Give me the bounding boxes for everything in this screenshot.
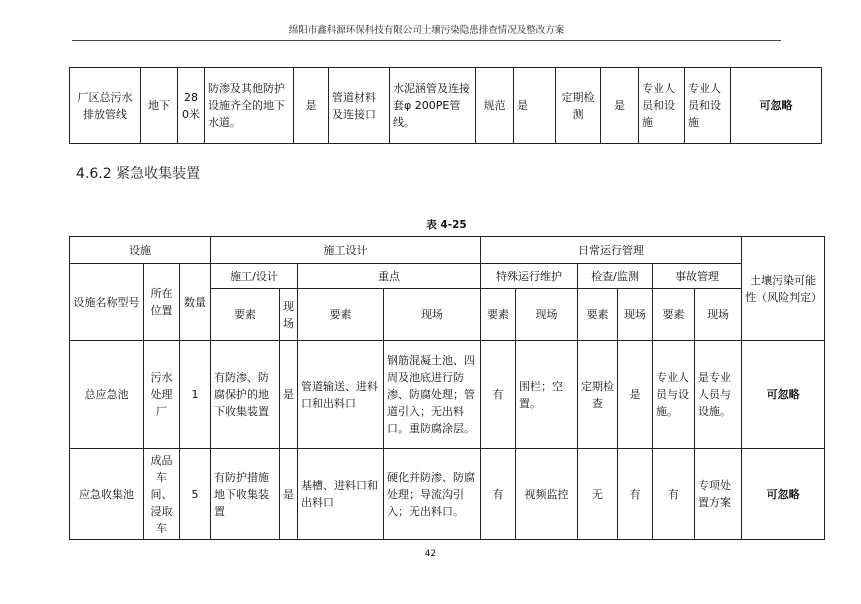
cell-special-onsite: 视频监控: [516, 449, 578, 540]
header-accident: 事故管理: [653, 264, 742, 289]
emergency-collection-table: [69, 236, 825, 540]
cell-count: 280米: [178, 68, 205, 144]
table-caption: 表 4-25: [426, 219, 467, 231]
header-name-type: 设施名称型号: [70, 264, 144, 341]
cell-key-req: 基槽、进料口和出料口: [298, 449, 384, 540]
cell-special-req: 规范: [476, 68, 514, 144]
cell-accident-onsite: 专项处置方案: [695, 449, 742, 540]
cell-quantity: 1: [180, 341, 211, 449]
table-row: [70, 449, 825, 540]
cell-inspect-req: 定期检查: [578, 341, 618, 449]
cell-key-onsite: 硬化并防渗、防腐处理；导流沟引入；无出料口。: [384, 449, 481, 540]
header-inspect: 检查/监测: [578, 264, 653, 289]
cell-inspect-req: 定期检测: [556, 68, 601, 144]
header-element: 要素: [298, 289, 384, 341]
header-build-design: 施工/设计: [211, 264, 298, 289]
cell-design-onsite: 是: [280, 449, 298, 540]
cell-design-onsite: 是: [294, 68, 329, 144]
header-row-2: [70, 264, 825, 289]
cell-name: 厂区总污水排放管线: [70, 68, 141, 144]
cell-location: 地下: [141, 68, 178, 144]
header-element: 要素: [578, 289, 618, 341]
header-onsite: 现场: [516, 289, 578, 341]
header-onsite: 现场: [618, 289, 653, 341]
header-element: 要素: [211, 289, 280, 341]
cell-name: 总应急池: [70, 341, 144, 449]
cell-accident-req: 有: [653, 449, 695, 540]
continued-table: [69, 67, 822, 144]
cell-key-onsite: 钢筋混凝土池、四周及池底进行防渗、防腐处理；管道引入；无出料口。重防腐涂层。: [384, 341, 481, 449]
cell-inspect-onsite: 有: [618, 449, 653, 540]
cell-accident-req: 专业人员和设施: [639, 68, 685, 144]
header-onsite: 现场: [384, 289, 481, 341]
header-quantity: 数量: [180, 264, 211, 341]
header-element: 要素: [653, 289, 695, 341]
cell-inspect-onsite: 是: [601, 68, 639, 144]
page-number: 42: [424, 549, 437, 559]
header-onsite: 现场: [695, 289, 742, 341]
section-title: 4.6.2 紧急收集装置: [76, 166, 201, 182]
document-header: 绵阳市鑫科源环保科技有限公司土壤污染隐患排查情况及整改方案: [288, 25, 565, 36]
header-location: 所在位置: [144, 264, 180, 341]
header-key-points: 重点: [298, 264, 481, 289]
table-row: [70, 68, 822, 144]
cell-inspect-req: 无: [578, 449, 618, 540]
cell-accident-req: 专业人员与设施。: [653, 341, 695, 449]
cell-accident-onsite: 是专业人员与设施。: [695, 341, 742, 449]
header-facility: 设施: [70, 237, 211, 264]
header-onsite-short: 现场: [280, 289, 298, 341]
cell-special-req: 有: [481, 449, 516, 540]
cell-name: 应急收集池: [70, 449, 144, 540]
cell-key-req: 管道输送、进料口和出料口: [298, 341, 384, 449]
header-rule: [72, 40, 781, 41]
cell-risk: 可忽略: [742, 449, 825, 540]
cell-special-onsite: 是: [514, 68, 556, 144]
cell-design-req: 有防渗、防腐保护的地下收集装置: [211, 341, 280, 449]
cell-location: 污水处理厂: [144, 341, 180, 449]
cell-special-onsite: 围栏；空置。: [516, 341, 578, 449]
header-daily-ops: 日常运行管理: [481, 237, 742, 264]
table-row: [70, 341, 825, 449]
header-special-maint: 特殊运行维护: [481, 264, 578, 289]
cell-inspect-onsite: 是: [618, 341, 653, 449]
header-element: 要素: [481, 289, 516, 341]
cell-special-req: 有: [481, 341, 516, 449]
cell-risk: 可忽略: [742, 341, 825, 449]
header-construction-design: 施工设计: [211, 237, 481, 264]
cell-accident-onsite: 专业人员和设施: [685, 68, 731, 144]
cell-location: 成品车间、浸取车: [144, 449, 180, 540]
header-risk: 土壤污染可能性（风险判定）: [742, 237, 825, 341]
cell-key-onsite: 水泥涵管及连接套φ 200PE管线。: [390, 68, 476, 144]
cell-risk: 可忽略: [731, 68, 822, 144]
cell-design-req: 有防护措施地下收集装置: [211, 449, 280, 540]
header-row-1: [70, 237, 825, 264]
cell-key-req: 管道材料及连接口: [329, 68, 390, 144]
cell-quantity: 5: [180, 449, 211, 540]
cell-design-onsite: 是: [280, 341, 298, 449]
cell-design-req: 防渗及其他防护设施齐全的地下水道。: [205, 68, 294, 144]
